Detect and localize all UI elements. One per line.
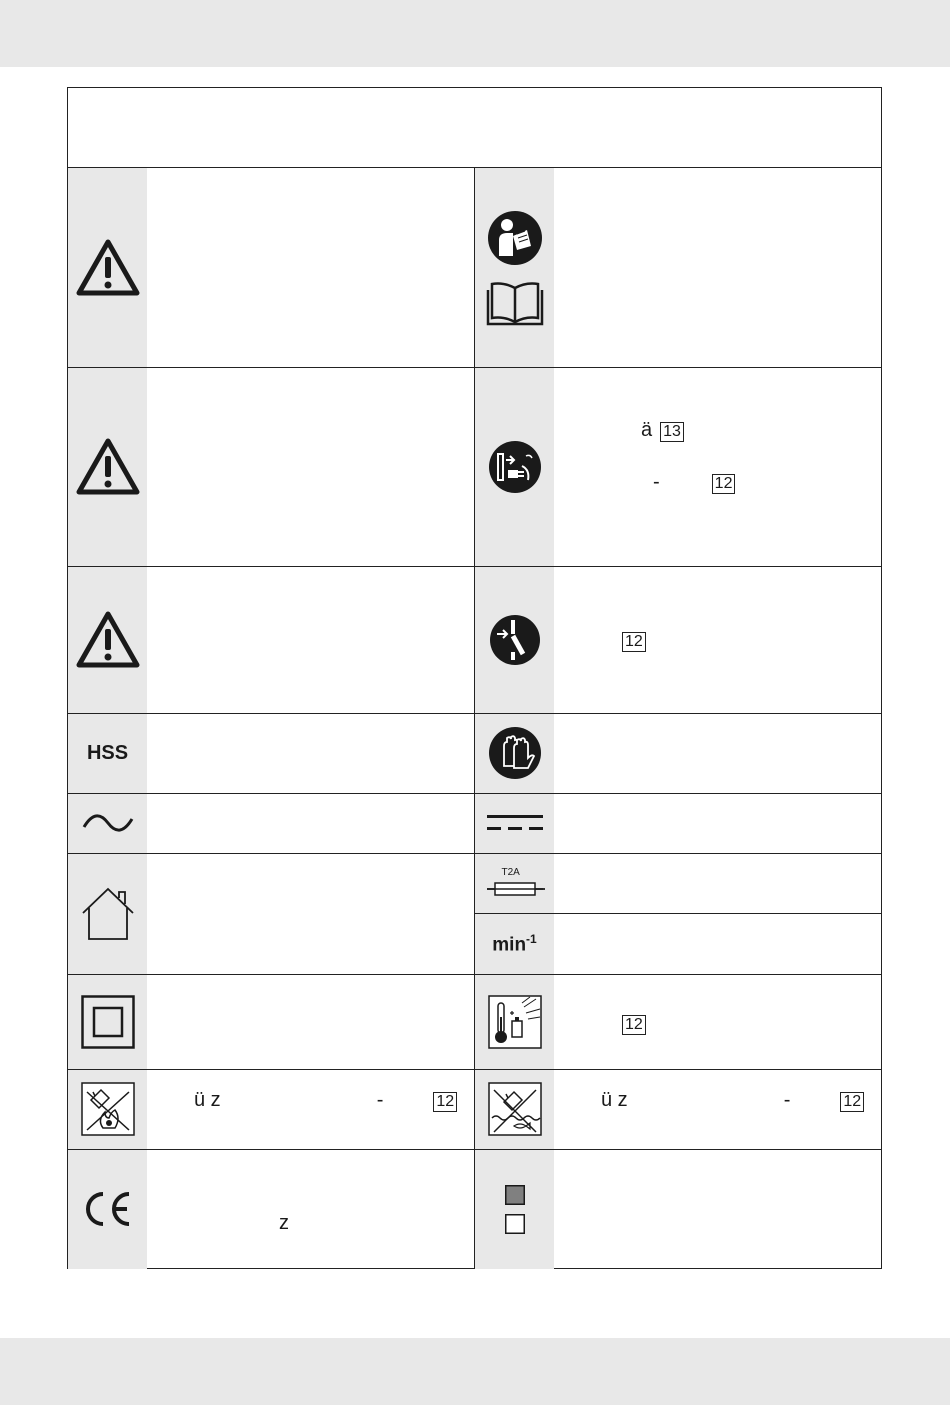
text-chars: ü z [194, 1089, 221, 1111]
no-fire-icon [81, 1082, 135, 1136]
warning-triangle-icon [76, 438, 140, 496]
reference-number: 12 [433, 1092, 457, 1112]
unplug-cell [475, 367, 554, 566]
ce-mark-icon [83, 1191, 133, 1227]
unplug-icon [488, 440, 542, 494]
book-icon [486, 280, 544, 326]
protection-class-ii-icon [81, 995, 135, 1049]
gloves-icon [488, 726, 542, 780]
text-dash: - [376, 1089, 384, 1111]
switch-off-text [614, 629, 646, 652]
no-water-disposal-icon [488, 1082, 542, 1136]
speed-unit-text: min [492, 934, 527, 956]
speed-cell [475, 914, 554, 974]
column-divider [474, 168, 475, 1269]
fuse-icon [485, 868, 545, 898]
hss-label: HSS [86, 741, 129, 764]
indoor-use-icon [79, 887, 137, 941]
unplug-text-line1 [641, 419, 684, 442]
reference-number: 12 [840, 1092, 864, 1112]
class2-cell [68, 974, 147, 1069]
text-dash: - [653, 471, 660, 493]
symbols-table [67, 87, 882, 1269]
no-water-cell [475, 1069, 554, 1149]
reference-number: 12 [712, 474, 736, 494]
alternating-current-icon [82, 811, 134, 835]
text-dash: - [783, 1089, 791, 1111]
fuse-cell [475, 853, 554, 913]
table-header [68, 88, 881, 168]
text-char: z [279, 1212, 289, 1234]
warning-cell [68, 367, 147, 566]
gloves-cell [475, 713, 554, 793]
warning-triangle-icon [76, 611, 140, 669]
direct-current-icon [487, 813, 543, 833]
filled-square-icon [505, 1185, 525, 1205]
dc-cell [475, 793, 554, 853]
switch-off-cell [475, 566, 554, 713]
reference-number: 12 [622, 632, 646, 652]
switch-off-icon [489, 614, 541, 666]
speed-unit-exponent: -1 [526, 931, 537, 946]
row-divider [475, 913, 881, 914]
warning-triangle-icon [76, 239, 140, 297]
speed-unit-label [492, 932, 536, 956]
temperature-cell [475, 974, 554, 1069]
ce-cell [68, 1149, 147, 1269]
reference-number: 13 [660, 422, 684, 442]
reference-number: 12 [622, 1015, 646, 1035]
top-margin-band [0, 0, 950, 67]
warning-cell [68, 566, 147, 713]
bottom-margin-band [0, 1338, 950, 1405]
text-char: ä [641, 419, 653, 441]
hss-cell [68, 713, 147, 793]
manual-cell [475, 168, 554, 367]
no-fire-text [194, 1089, 457, 1112]
warning-cell [68, 168, 147, 367]
no-water-text [601, 1089, 864, 1112]
squares-cell [475, 1149, 554, 1269]
ce-text [279, 1212, 289, 1234]
fuse-label: T2A [501, 867, 520, 878]
read-manual-icon [487, 210, 543, 266]
empty-square-icon [505, 1214, 525, 1234]
ac-cell [68, 793, 147, 853]
no-fire-cell [68, 1069, 147, 1149]
text-chars: ü z [601, 1089, 628, 1111]
temperature-icon [488, 995, 542, 1049]
indoor-cell [68, 853, 147, 974]
unplug-text-line2 [653, 471, 735, 494]
temperature-text [614, 1012, 646, 1035]
